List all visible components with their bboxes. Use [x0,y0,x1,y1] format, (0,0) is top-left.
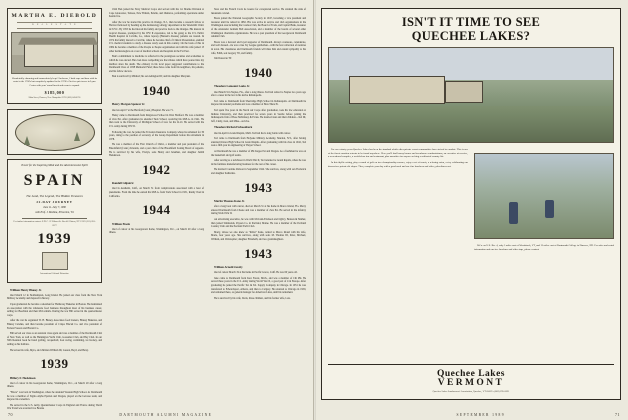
obituary-paragraph: died of cancer March 19 at his home in Pacific Grove, Calif. He was 66 years old. [214,271,298,275]
quechee-lakes-advertisement [321,8,621,400]
ad-body-text [328,148,614,253]
obituary-paragraph: He is survived by his wife, Doris, three children, and his former wife, Lois. [214,296,291,300]
obituary-name-heading: Hillary F. Hoskinson [10,375,36,380]
ad-spain-tour [7,159,102,283]
obituary-paragraph: after a long bout with cancer, died on March 31 at his home in Marco Island, Fla. Marty entered Dartmouth from Choate and was a member of Zeta Psi. He served in the infantry during World War II. [211,205,306,216]
ad-contact: For further information contact: E.P.I.C. 22 Wilmot St. Box 48 Clinton, NY 13323 (315) 853-8377 [13,221,96,227]
obituary-paragraph: At Dartmouth he was a member of Phi Kappa Psi and Dragon. As a freshman he was on the basketball and golf teams. [211,149,306,157]
ad-dates: June 11–July 7, 1990 [43,206,66,210]
ad-logo-line-1: Quechee Lakes [437,369,505,380]
class-year-heading: 1940 [244,64,273,80]
obituary-paragraph: died March 12 in Northampton, Long Island. He joined our class from the New York Military Academy and majored in history. [7,293,102,301]
left-page-columns [7,8,307,411]
ad-martha-diebold [7,8,102,104]
ad-contact: Main Street, Hanover, New Hampshire 03755 (603) 643-6700 [28,96,81,99]
obituary-paragraph: Following the war, he joined the Travelers Insurance Company where he remained for 30 years, rising to the position of secretary of the Group Department before his retirement in 1978. [109,130,204,141]
class-year-heading: 1940 [142,82,171,98]
obituary-paragraph: died of cancer in his Georgetown home, Washington, D.C., on March 20 after a long illness. [7,381,102,389]
ad-body-paragraph: In this idyllic setting, play a round of golf on two championship courses, enjoy a set of tennis, a relaxing swim, or try exhilarating our down-river private ski slopes. Then, complete your day with a good meal and one fine luncheon and video, plus dinner out. [328,160,468,168]
resort-clubhouse-photo [328,47,614,143]
class-year-heading: 1943 [244,179,273,195]
ad-headline-line-2: QUECHEE LAKES? [411,29,531,43]
class-year-heading: 1942 [142,161,171,177]
ad-logo-contact: Quechee Lakes Landowners' Association, Quechee, VT 05059 • (802) 295-2621 [432,390,510,394]
page-number-left: 70 [8,412,13,417]
obituary-paragraph: died of cancer at his Georgetown home, Washington, D.C., on March 20 after a long illness. [109,227,204,235]
ad-logo-name: MARTHA E. DIEBOLD [11,13,98,19]
ad-host: with Prof. J. Medina, Princeton, '81 [35,210,74,214]
obituary-name-heading: Martin Thomas Kane Jr. [214,199,245,204]
page-number-right: 71 [615,412,620,417]
obituary-paragraph: He leaves his wife, Myra, and children William III, Lauren, Boyd, and Betsy. [10,348,89,352]
divider [22,218,87,219]
obituary-name-heading: William Eisele [112,221,130,226]
skiing-photo [474,153,614,239]
ad-body-column-left [328,148,468,253]
ad-headline-line-1: ISN'T IT TIME TO SEE [401,15,541,29]
obituary-paragraph: After the war he organized W. H. Blaney Associates food brokers, Blaney Bakeries, and Blaney Candies, and then became president of Crispo Biscuit Co. and vice president of Federal Sweets and Biscuit Co. [7,319,102,330]
obituary-name-heading: Randall Gilpatric [112,181,134,186]
obituary-paragraph: Ted came to Dartmouth from Holyoke Military Academy, Mardon, N.Y., after having attended Ottawa High School in Grand Rapids. After graduating with his class in 1942, Ted took a fifth year in engineering at Thayer School. [211,137,306,148]
right-page [314,0,628,420]
obituary-paragraph: Bill served our class as an assistant class agent and was a member of the Dartmouth Club of New York, as well as the Huntington Yacht Club, Gossamer Club, and Bay Club. In our 50th Reunion book he listed golfing, racquetball, boat racing, swimming, ice hockey, and sailing as his hobbies. [7,332,102,346]
ad-logo-line-2: VERMONT [437,378,505,389]
obituary-paragraph: After serving as a subchaser in World War II, Ted returned to Grand Rapids, where he was in the furniture manufacturing business for the rest of his career. [211,159,306,166]
ad-title: SPAIN [23,171,86,189]
clubhouse-building [349,76,445,104]
obituary-paragraph: Boots joined the National Geographic Society in 1947, becoming a vice president and treasurer until he retired in 1982. His was active in service and club organizations in the Washington area including the Cosmos Club, the Board of Trade, and Capital Bank, treasurer of the Alexander Graham Bell Association, and a member of the boards of several other Washington charitable organizations. He was a past president of the Georgetown Dartmouth Alumni Club. [211,17,307,39]
ad-logo [328,364,614,394]
obituary-paragraph: An advertising executive, he was with McCann-Erickson and Ogilvy, Benson & Mather, then joined Simmonds, Payson Co. in Portland, Maine. He was a member of the Portland Country Club and the Portland Yacht Club. [211,218,306,229]
obituary-paragraph: Upon graduation he became a salesman for Hathaway Bakeries in Boston. He maintained an association with the wholesale food business throughout most of his business career, selling for Beechnut and then McCormick. During the war Bill served in the quartermaster corps. [7,302,102,317]
ad-tagline: Travel for the Inquiring Mind and the Adventuresome Spirit [21,163,88,167]
tree-icon [74,132,80,141]
running-head-left: DARTMOUTH ALUMNI MAGAZINE [119,413,213,417]
ad-journey-length: 22-DAY JOURNEY [36,200,73,205]
class-year-heading: 1939 [40,356,69,372]
obituary-paragraph: He was a member of the First Church of Christ, a member and past president of the Bloomfield (Conn.) Kiwanis, and a past chair of the Bloomfield Zoning Board of Appeals. He is survived by his wife, Evelyn, sons Henry and Jonathan, and daughter Judith Henderson. [109,143,204,158]
obituary-name-heading: William Henry Blaney Jr. [10,287,42,292]
ad-body-paragraph: For over ninety years Quechee Lakes has been the standard which other private resort communities have strived to emulate. This is one of the finest vacation retreats to be found anywhere. Here you'll find luxury homes and townhouse condominiums, an executive air service, a recreational complex, a world-class inn and restaurant, plus amenities for anyone seeking a cultivated country life. [328,148,468,159]
class-year-heading: 1943 [244,245,273,261]
ad-body-paragraph: We're on U.S. Rte. 4, only 5 miles east of Woodstock, VT, and 12 miles east of Dartmouth College in Hanover, NH. For sales and rental information and our free brochure and video tape, please contact: [474,244,614,251]
obituary-paragraph: Henry came to Dartmouth from Kingswood School in West Hartford. He was a member of Zeta Psi. After graduation he attended Tuck School, receiving his M.B.A. in 1941. He then went to the University of Michigan School of Law for his LL.D. He served with the U.S. Army during WW II. [109,114,204,128]
ad-subtitle: The Land, The Legend, The Hidden Treasures [26,193,83,198]
obituary-paragraph: died on April 7 at the Hartford (Conn.) Hospital. He was 71. [112,108,174,112]
ad-copy: Wonderfully charming and immaculately kept 2 bedroom, 2 bath cape and barn with its roots in the 1700's but completely updated in the 1970's. On five quiet acres in Lyme Center with your 'round brook and room to expand. [11,76,98,87]
obituary-paragraph: died in April in Grand Rapids, Mich. Ted had had a long battle with cancer. [214,131,291,135]
obituary-name-heading: Theodore Richard Schoonbeck [214,125,253,130]
property-photo [11,32,98,74]
obituary-paragraph: He served in the U.S. Army Quartermaster Corps in England and France during World War II and was awarded two Bronze [7,403,102,411]
ad-year: 1939 [37,230,72,247]
obituary-paragraph: Jim Donovan '39 [214,57,232,61]
column-3 [211,8,306,400]
obituary-paragraph: Ben's commitment to medicine is reflected in the prestigious societies and academies to which he was elected. But even more compelling are the tributes which have poured into my mailbox since his death. The obituary in his local paper suggested contributions to the Dartmouth Class of 1938 Memorial Fund; these have come from his neighbors, his patients, and his fellow doctors. [109,55,204,73]
skier-figure [509,202,518,224]
obituary-paragraph: Ben is survived by Mildred; his son Arlington III; and his daughter Maryann. [112,75,191,79]
skier-figure [545,200,554,218]
obituary-name-heading: Theodore Lamount Leeks Jr. [214,84,250,89]
obituary-paragraph: He married Caroline Perison in September 1942. She survives, along with son Frederick and daughter Katherine. [211,168,306,175]
ad-body-column-right [474,148,614,253]
column-2 [109,8,204,400]
running-head-right: SEPTEMBER 1989 [456,413,505,417]
obituary-name-heading: Henry Morgan Spencer Jr. [112,102,146,107]
ad-logo-subtitle: R E A L E S T A T E [17,22,92,29]
obituary-name-heading: William Arnold Jacoby [214,265,243,270]
obituary-paragraph: 1942 Ben joined the Navy Medical Corps and served with the 1st Marine Division at Cape Gloucester, Talasea, New Britain, Peleliu, and Okinawa, performing operations under hostile fire. [109,8,204,19]
seal-icon [42,252,68,270]
decorative-oval-illustration [7,109,102,155]
obituary-paragraph: Boots was a devoted and loyal supporter of Dartmouth. Always courteous, considerate, and well dressed—he was a true Ivy League gentleman—with the best collection of neckties in town. His classmates and Dartmouth friends will miss him and extend sympathy to his wife, Edith, son Gregory '65, and family. [211,40,306,55]
obituaries-column-1 [7,288,102,412]
obituary-paragraph: Ted came to Dartmouth from Shortridge High School in Indianapolis. At Dartmouth he majored in national problems and was a member of Beta Theta Pi. [211,99,306,107]
obituary-paragraph: Marty, whose we also knew as "Killer" Kane, retired to Marco Island with his wife, Marie, four years ago. She survives, along with sons M. Thomas III, Peter, Michael, William, and Christopher; daughter Elizabeth; and two granddaughters. [211,230,306,242]
obituary-paragraph: "Bruce" was born in Washington, where he attended Western High School. At Dartmouth he was a member of Sigma Alpha Epsilon and Dragon, played on the lacrosse team, and majored in economics. [7,391,102,402]
obituary-paragraph: died March 9 in Naples, Fla., after a long illness. Ted had retired to Naples two years ago after a career in the law in his native Indianapolis. [211,90,306,98]
obituary-paragraph: Stars and the French Croix de Guerre for exceptional service. He attained the rank of lieutenant colonel. [211,8,306,15]
obituary-paragraph: Jake came to Dartmouth from Kew Forest, Mich., and was a member of Chi Phi. He served three years in the U.S. Army during World War II, a good part of it in Europe. After graduating he joined the Pacific Tel. & Tel. Supply Company in Chicago. In 1951 he was transferred to Edwardsport, Alberta, and then to Calgary. He returned to Chicago in 1959, and remained there, as general manager for American Lines, until his retirement. [211,276,306,295]
secondary-building [445,81,483,103]
column-1 [7,8,102,411]
tree-icon [24,136,30,145]
obituary-paragraph: died in Anaheim, Calif., on March 31 from complications associated with a bout of pneumonia. From the time he earned his M.B.A. from Tuck School in 1951, Randy lived in California. [109,187,204,198]
obituary-paragraph: Ted spent five years in the Naval Air Corps after graduation, took his law education at Indiana University, and then practiced for seven years in Seattle before joining the Indianapolis firm of Bose McKinney & Evans. He married Jean and their children—Ted III, Jeff, Cindy, Joan, and Mike—survive. [211,108,306,123]
ad-price: $185,000 [44,89,65,95]
obituary-paragraph: After the war he started his practice in Orange, N.J., then became a research fellow at Harvard followed by heading up the dermatology-allergy department at the Vanderbilt Clinic in N.Y.C. By 1955 he had moved his family and practice back to the Oranges. His interest in tropical diseases, prompted by his WW II experience, led to his going to the U.S. Public Health hospital in Carville, La., where leprosy (Hansen's disease) patients are treated. In 1974 his family moved to Carville, where he became chief of Clinical Presentation, enabled U.S. medical students to study a disease rarely seen in this country. On the basis of this in 1984 he became a member of the People to People organization and with his wife joined 13 other dermatologists on a tour of medical schools and hospitals in the Far East. [109,20,204,53]
ad-headline [328,15,614,43]
ad-organization: International Cultural Education [40,273,69,276]
class-year-heading: 1944 [142,202,171,218]
page-gutter-shadow [313,0,316,420]
